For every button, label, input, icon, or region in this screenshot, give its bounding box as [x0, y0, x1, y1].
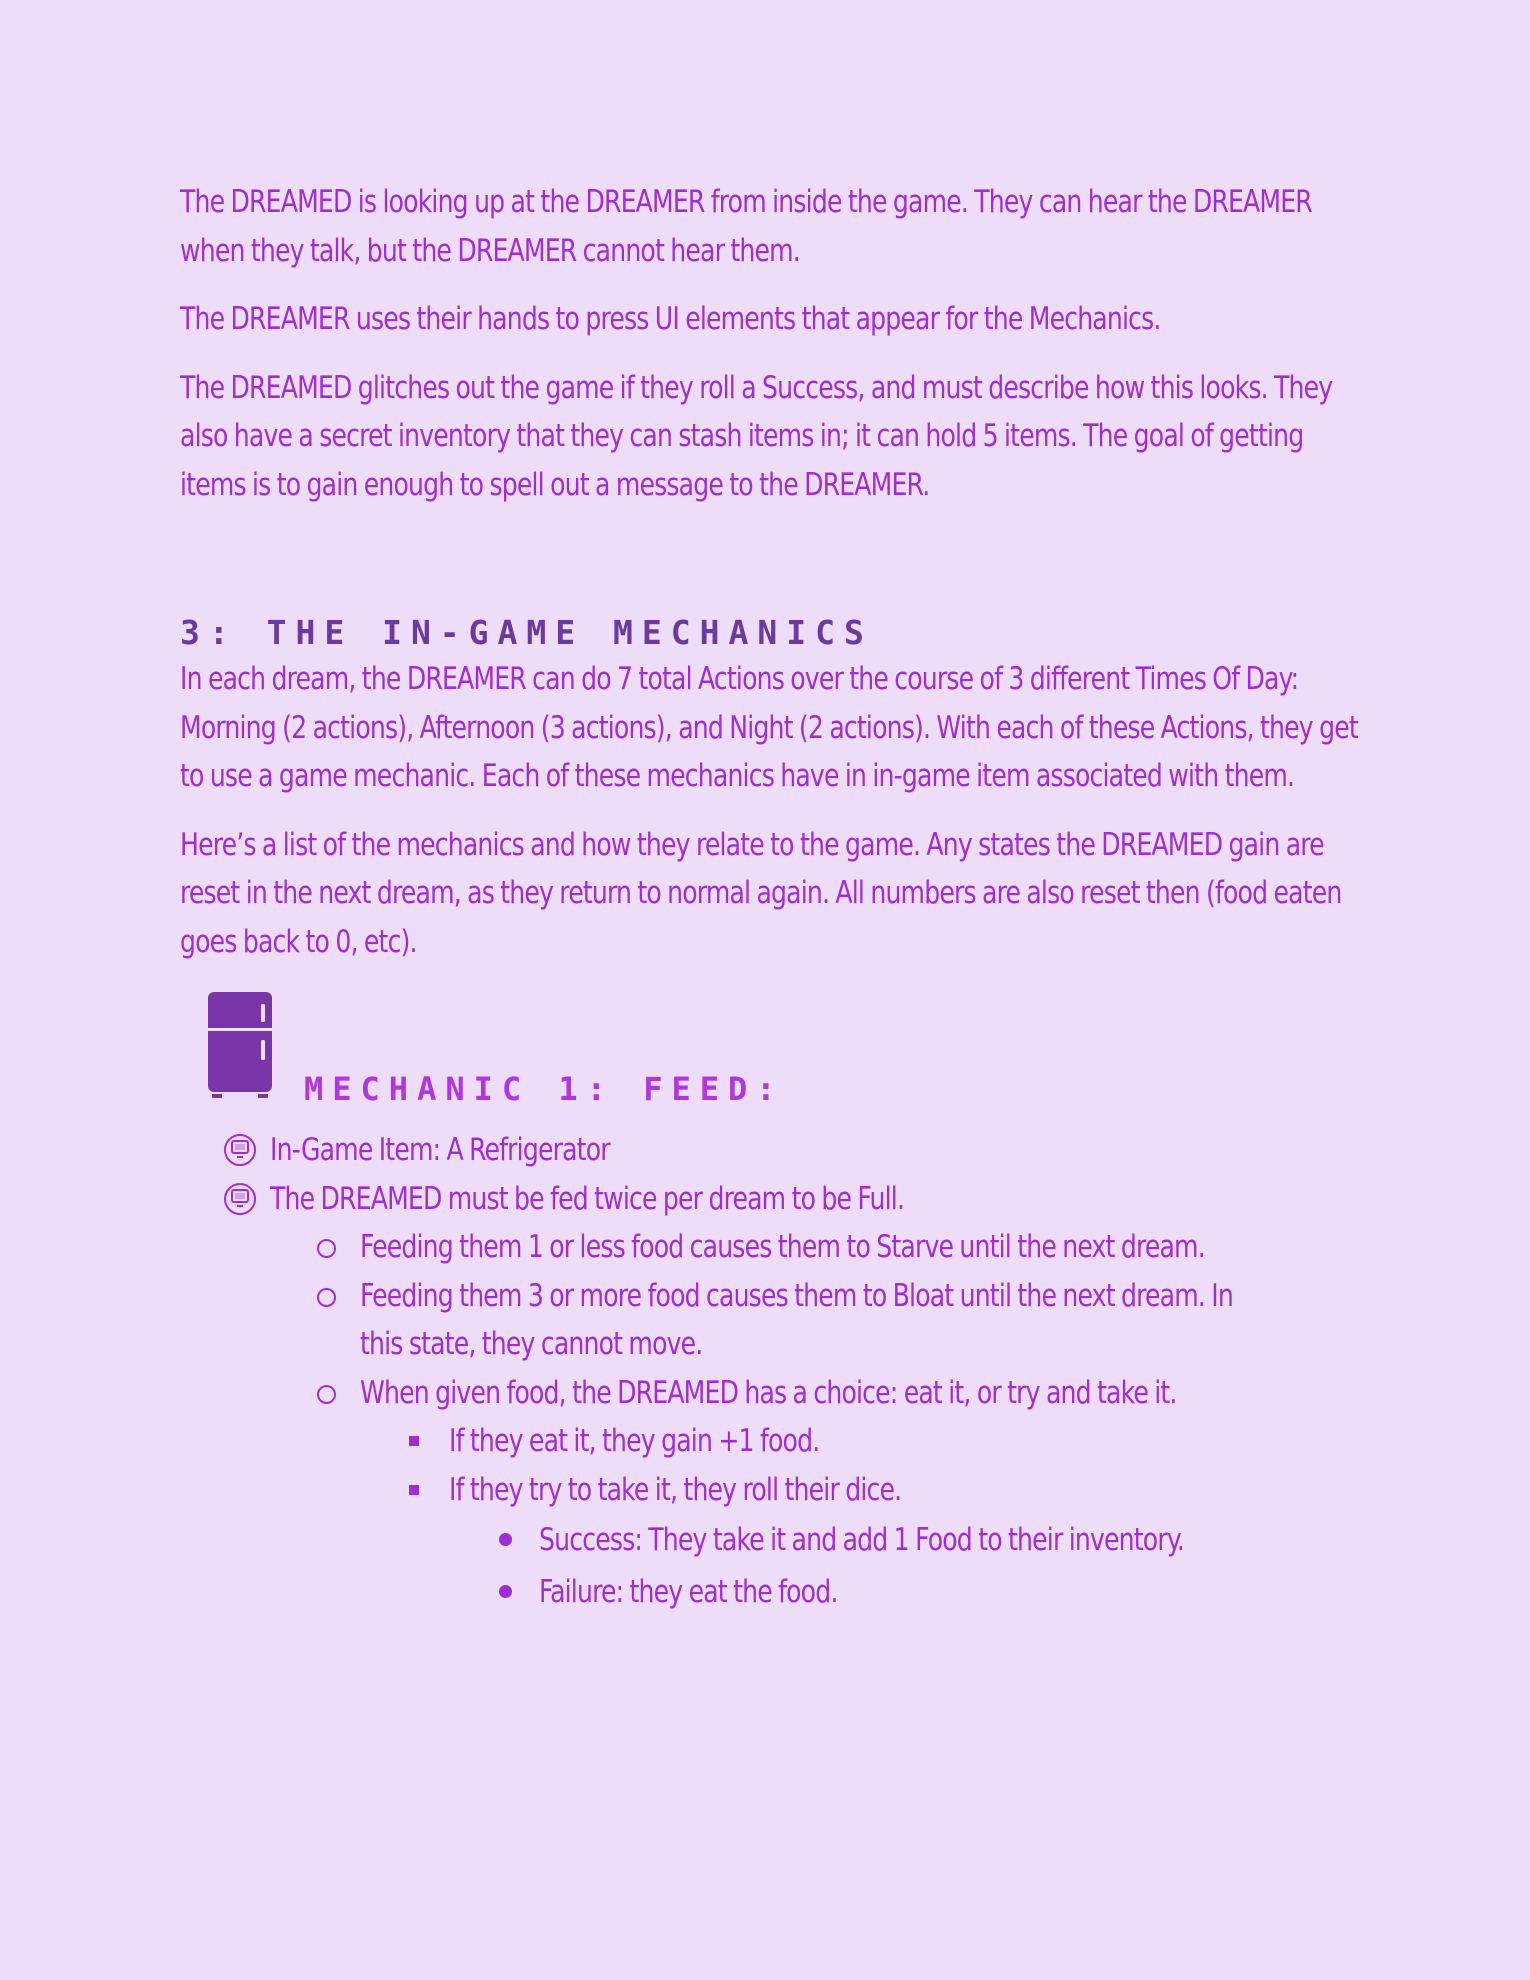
- filled-circle-bullet-icon: [499, 1585, 512, 1598]
- list-item-text: If they eat it, they gain +1 food.: [449, 1423, 820, 1459]
- list-item-text: In-Game Item: A Refrigerator: [270, 1132, 610, 1168]
- list-item: [180, 1417, 1360, 1466]
- square-bullet-icon: [409, 1436, 419, 1446]
- list-item: [180, 1126, 1360, 1175]
- section-paragraph-1: In each dream, the DREAMER can do 7 total Actions over the course of 3 different Times Of Day: Morning (2 actions), Afternoon (3 actions), and Night (2 actions). With each of these Actions, they get to use a game mechanic. Each of these mechanics have in in-game item associated with them.: [180, 661, 1358, 794]
- section-paragraph-2: Here’s a list of the mechanics and how they relate to the game. Any states the DREAMED gain are reset in the next dream, as they return to normal again. All numbers are also reset then (food eaten goes back to 0, etc).: [180, 826, 1342, 960]
- list-item: [180, 1566, 1360, 1618]
- list-item: [180, 1514, 1360, 1566]
- list-item: [180, 1175, 1360, 1224]
- list-item-text: Feeding them 3 or more food causes them to Bloat until the next dream. In this state, they cannot move.: [360, 1277, 1233, 1362]
- list-item: [180, 1369, 1360, 1418]
- mechanic-list: [180, 1126, 1360, 1618]
- list-item: [180, 1466, 1360, 1515]
- document-page: [180, 178, 1360, 1618]
- mechanic-header: [180, 986, 1360, 1126]
- hollow-circle-bullet-icon: [317, 1288, 336, 1307]
- mechanic-title: MECHANIC 1: FEED:: [304, 1070, 785, 1108]
- list-item-text: Feeding them 1 or less food causes them to Starve until the next dream.: [360, 1229, 1205, 1265]
- hollow-circle-bullet-icon: [317, 1239, 336, 1258]
- list-item-text: The DREAMED must be fed twice per dream to be Full.: [270, 1180, 905, 1217]
- list-item: [180, 1272, 1360, 1369]
- refrigerator-icon: [206, 990, 276, 1106]
- intro-paragraph-1: The DREAMED is looking up at the DREAMER from inside the game. They can hear the DREAMER when they talk, but the DREAMER cannot hear them.: [180, 184, 1312, 269]
- list-item-text: When given food, the DREAMED has a choice: eat it, or try and take it.: [360, 1374, 1177, 1411]
- list-item-text: Success: They take it and add 1 Food to their inventory.: [539, 1522, 1185, 1558]
- filled-circle-bullet-icon: [499, 1533, 512, 1546]
- list-item-text: Failure: they eat the food.: [539, 1574, 838, 1610]
- square-bullet-icon: [409, 1485, 419, 1495]
- hollow-circle-bullet-icon: [317, 1385, 336, 1404]
- spacer: [180, 529, 1360, 611]
- list-item: [180, 1223, 1360, 1272]
- list-item-text: If they try to take it, they roll their dice.: [449, 1471, 902, 1508]
- intro-paragraph-3: The DREAMED glitches out the game if they roll a Success, and must describe how this looks. They also have a secret inventory that they can stash items in; it can hold 5 items. The goal of getting items is to gain enough to spell out a message to the DREAMER.: [180, 369, 1333, 503]
- section-heading: 3: THE IN-GAME MECHANICS: [180, 613, 873, 652]
- intro-paragraph-2: The DREAMER uses their hands to press UI elements that appear for the Mechanics.: [180, 301, 1161, 337]
